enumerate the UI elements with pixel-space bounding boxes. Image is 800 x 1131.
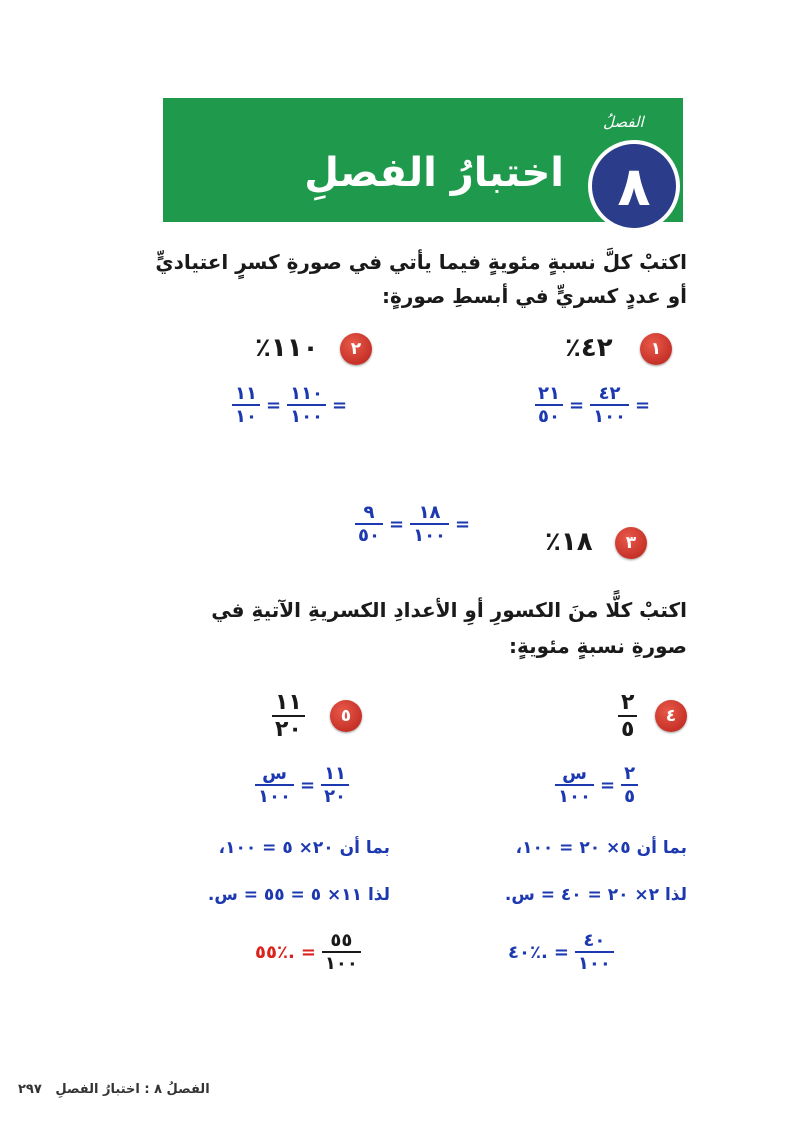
fraction — [287, 383, 326, 427]
denominator: ٥٠ — [355, 523, 383, 546]
page-number: ٢٩٧ — [18, 1082, 42, 1097]
fraction — [232, 383, 260, 427]
numerator: س — [262, 763, 287, 784]
denominator: ٢٠ — [321, 784, 349, 807]
page-footer — [18, 1082, 210, 1097]
numerator: ١١ — [324, 763, 347, 784]
problem-4-step-1: بما أن ٥× ٢٠ = ١٠٠، — [515, 838, 687, 858]
problem-number-badge — [330, 700, 362, 732]
numerator: ٢١ — [538, 383, 560, 404]
numerator: ١٨ — [418, 502, 441, 523]
instruction-1-line-2: أو عددٍ كسريٍّ في أبسطِ صورةٍ: — [382, 284, 687, 308]
numerator: ٥٥ — [330, 930, 353, 951]
problem-3-value: ١٨٪ — [545, 527, 593, 557]
denominator: ١٠٠ — [410, 523, 449, 546]
numerator: ١١ — [275, 690, 302, 715]
page-title: اختبارُ الفصلِ — [304, 150, 564, 196]
equals-sign: = — [599, 774, 616, 796]
problem-number-badge — [640, 333, 672, 365]
problem-4-result — [508, 930, 614, 974]
equals-sign: = — [455, 513, 471, 535]
numerator: ٩ — [363, 502, 375, 523]
equals-sign: = — [388, 513, 405, 535]
equals-sign: = — [568, 394, 585, 416]
numerator: ٢ — [621, 690, 635, 715]
chapter-number-badge — [588, 140, 680, 232]
equals-sign: = — [265, 394, 282, 416]
instruction-1-line-1: اكتبْ كلَّ نسبةٍ مئويةٍ فيما يأتي في صورةِ كسرٍ اعتياديٍّ — [155, 250, 687, 274]
fraction — [590, 383, 629, 427]
denominator: ٥٠ — [535, 404, 563, 427]
numerator: ١١٠ — [290, 383, 324, 404]
problem-1-value: ٤٢٪ — [565, 333, 613, 363]
fraction — [255, 763, 294, 807]
problem-5-step-2: لذا ١١× ٥ = ٥٥ = س. — [207, 885, 390, 905]
fraction — [535, 383, 563, 427]
problem-3-answer — [355, 502, 470, 546]
result-percent: ٥٥٪. — [255, 941, 295, 963]
problem-number-badge — [615, 527, 647, 559]
denominator: ١٠٠ — [555, 784, 594, 807]
problem-5-result — [255, 930, 361, 974]
problem-5-step-1: بما أن ٢٠× ٥ = ١٠٠، — [218, 838, 390, 858]
denominator: ٢٠ — [272, 715, 305, 742]
fraction — [355, 502, 383, 546]
fraction — [618, 690, 637, 742]
numerator: ٤٠ — [583, 930, 606, 951]
fraction — [575, 930, 614, 974]
problem-number-badge — [655, 700, 687, 732]
denominator: ٥ — [621, 784, 638, 807]
problem-3-number: ٣ — [625, 533, 637, 553]
problem-5-fraction — [272, 690, 305, 742]
problem-4-step-2: لذا ٢× ٢٠ = ٤٠ = س. — [504, 885, 687, 905]
problem-5-proportion — [255, 763, 349, 807]
equals-sign: = — [553, 941, 569, 963]
numerator: ٢ — [624, 763, 636, 784]
problem-4-fraction — [618, 690, 637, 742]
instruction-2-line-2: صورةِ نسبةٍ مئويةٍ: — [509, 634, 687, 658]
result-percent: ٤٠٪. — [508, 941, 548, 963]
numerator: ١١ — [235, 383, 257, 404]
denominator: ١٠٠ — [255, 784, 294, 807]
problem-2-number: ٢ — [350, 339, 362, 359]
denominator: ١٠٠ — [322, 951, 361, 974]
problem-number-badge — [340, 333, 372, 365]
denominator: ١٠٠ — [287, 404, 326, 427]
fraction — [322, 930, 361, 974]
chapter-label: الفصلُ — [603, 113, 644, 131]
numerator: س — [562, 763, 587, 784]
problem-1-number: ١ — [650, 339, 662, 359]
problem-5-number: ٥ — [340, 706, 352, 726]
equals-sign: = — [300, 941, 316, 963]
equals-sign: = — [332, 394, 348, 416]
fraction — [410, 502, 449, 546]
chapter-number: ٨ — [617, 154, 651, 218]
problem-4-proportion — [555, 763, 638, 807]
denominator: ١٠٠ — [590, 404, 629, 427]
footer-chapter-label: الفصلُ ٨ : اختبارُ الفصلِ — [55, 1082, 210, 1097]
denominator: ١٠ — [232, 404, 260, 427]
problem-4-number: ٤ — [665, 706, 677, 726]
problem-1-answer — [535, 383, 650, 427]
denominator: ١٠٠ — [575, 951, 614, 974]
fraction — [272, 690, 305, 742]
denominator: ٥ — [618, 715, 637, 742]
fraction — [555, 763, 594, 807]
problem-2-answer — [232, 383, 347, 427]
equals-sign: = — [299, 774, 316, 796]
problem-2-value: ١١٠٪ — [255, 333, 319, 363]
numerator: ٤٢ — [598, 383, 621, 404]
equals-sign: = — [635, 394, 651, 416]
instruction-2-line-1: اكتبْ كلًّا منَ الكسورِ أوِ الأعدادِ الكسريةِ الآتيةِ في — [211, 598, 687, 622]
fraction — [621, 763, 638, 807]
fraction — [321, 763, 349, 807]
